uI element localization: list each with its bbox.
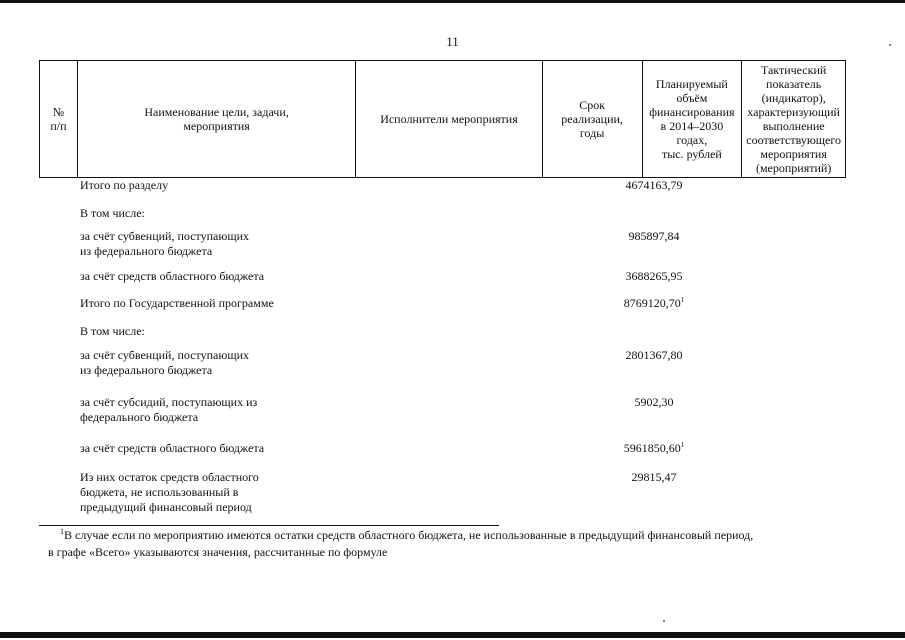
scan-speck	[889, 44, 891, 46]
row-value: 29815,47	[631, 470, 677, 484]
row-label: В том числе:	[80, 324, 145, 338]
header-name: Наименование цели, задачи, мероприятия	[78, 61, 356, 177]
header-indicator: Тактический показатель (индикатор), характеризующий выполнение соответствующего мероприятия (мероприятий)	[746, 63, 841, 175]
row-label: Итого по разделу	[80, 178, 169, 192]
header-executors: Исполнители мероприятия	[356, 61, 543, 177]
row-label: за счёт субвенций, поступающих из федерального бюджета	[80, 348, 249, 377]
row-label: В том числе:	[80, 206, 145, 220]
scan-speck	[663, 620, 665, 622]
row-value: 5902,30	[634, 395, 674, 409]
footnote-line-1: В случае если по мероприятию имеются остатки средств областного бюджета, не использованные в предыдущий финансовый период,	[64, 528, 754, 542]
header-financing: Планируемый объём финансирования в 2014–2030 годах, тыс. рублей	[643, 61, 743, 177]
row-value: 4674163,79	[625, 178, 683, 192]
row-label: за счёт средств областного бюджета	[80, 441, 265, 455]
table-header	[39, 60, 846, 178]
row-label: Итого по Государственной программе	[80, 296, 274, 310]
row-value: 985897,84	[628, 229, 680, 243]
row-label: за счёт средств областного бюджета	[80, 269, 265, 283]
row-value: 2801367,80	[625, 348, 683, 362]
row-value: 5961850,60$^1$	[623, 441, 685, 455]
header-term: Срок реализации, годы	[543, 61, 643, 177]
header-num: № п/п	[40, 61, 78, 177]
footnote-mark: 1	[60, 527, 64, 536]
row-label: за счёт субвенций, поступающих из федерального бюджета	[80, 229, 249, 258]
footnote	[48, 527, 848, 561]
top-scan-border	[0, 0, 905, 3]
page-number: 11	[446, 34, 459, 49]
row-label: за счёт субсидий, поступающих из федерального бюджета	[80, 395, 258, 424]
footnote-divider	[39, 525, 499, 526]
row-value: 8769120,70$^1$	[623, 296, 685, 310]
footnote-line-2: в графе «Всего» указываются значения, рассчитанные по формуле	[48, 545, 388, 559]
row-label: Из них остаток средств областного бюджета, не использованный в предыдущий финансовый период	[80, 470, 259, 514]
bottom-scan-border	[0, 632, 905, 638]
row-value: 3688265,95	[625, 269, 683, 283]
